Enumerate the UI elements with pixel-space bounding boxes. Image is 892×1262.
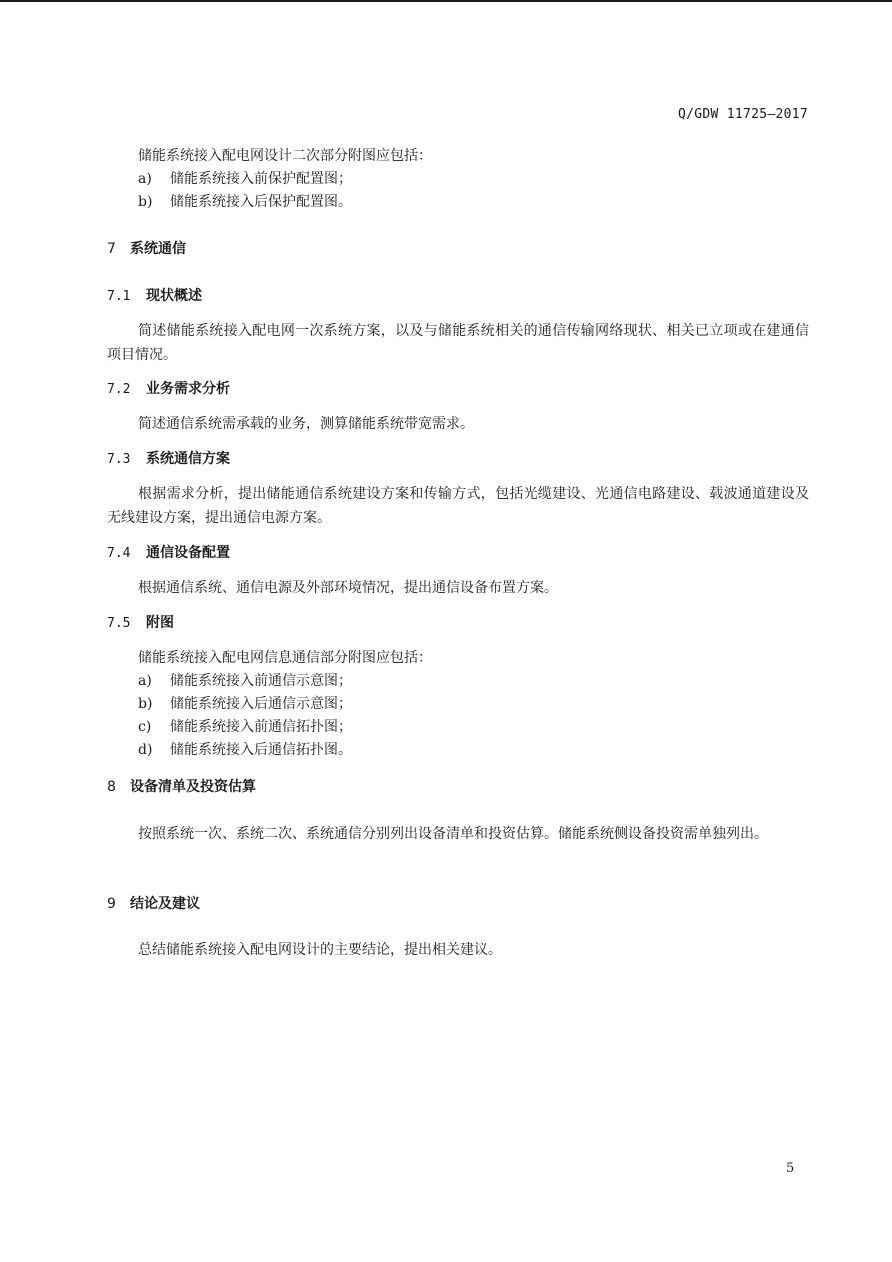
subsection-number: 7.1 [107, 289, 131, 304]
list-item-label: d) [138, 742, 153, 758]
subsection-title: 现状概述 [146, 288, 202, 304]
subsection-number: 7.4 [107, 546, 131, 561]
section-7-heading [107, 239, 186, 259]
standard-code: Q/GDW 11725—2017 [677, 107, 808, 122]
section-number: 8 [107, 779, 116, 795]
subsection-number: 7.3 [107, 452, 131, 467]
section-9-heading [107, 894, 200, 914]
section-title: 设备清单及投资估算 [130, 779, 256, 795]
subsection-title: 系统通信方案 [146, 451, 230, 467]
section-title: 结论及建议 [130, 896, 200, 912]
list-item-label: b) [138, 194, 153, 210]
subsection-number: 7.5 [107, 616, 131, 631]
list-item-text: 储能系统接入前通信示意图； [170, 673, 352, 689]
list-item-text: 储能系统接入前通信拓扑图； [170, 719, 352, 735]
subsection-7-4-paragraph: 根据通信系统、通信电源及外部环境情况，提出通信设备布置方案。 [138, 580, 558, 596]
section-title: 系统通信 [130, 241, 186, 257]
subsection-7-3-paragraph: 根据需求分析，提出储能通信系统建设方案和传输方式，包括光缆建设、光通信电路建设、载波通道建设及无线建设方案，提出通信电源方案。 [107, 486, 809, 526]
section-8-paragraph: 按照系统一次、系统二次、系统通信分别列出设备清单和投资估算。储能系统侧设备投资需单独列出。 [138, 826, 768, 842]
page-number: 5 [786, 1161, 795, 1176]
subsection-7-2-paragraph: 简述通信系统需承载的业务，测算储能系统带宽需求。 [138, 416, 474, 432]
subsection-7-1-paragraph: 简述储能系统接入配电网一次系统方案，以及与储能系统相关的通信传输网络现状、相关已立项或在建通信项目情况。 [107, 323, 809, 363]
list-item-text: 储能系统接入后保护配置图。 [170, 194, 352, 210]
section-number: 7 [107, 241, 116, 257]
section-9-paragraph: 总结储能系统接入配电网设计的主要结论，提出相关建议。 [138, 942, 502, 958]
subsection-title: 业务需求分析 [146, 381, 230, 397]
subsection-7-5-heading [107, 613, 174, 634]
list-item-label: a) [138, 171, 152, 187]
list-item-text: 储能系统接入后通信拓扑图。 [170, 742, 352, 758]
top-border-rule [0, 0, 892, 2]
subsection-7-2-heading [107, 379, 230, 400]
subsection-7-4-heading [107, 543, 230, 564]
subsection-7-5-intro: 储能系统接入配电网信息通信部分附图应包括： [138, 650, 432, 666]
subsection-title: 附图 [146, 615, 174, 631]
list-item-label: a) [138, 673, 152, 689]
list-item-text: 储能系统接入后通信示意图； [170, 696, 352, 712]
subsection-7-3-heading [107, 449, 230, 470]
list-item-text: 储能系统接入前保护配置图； [170, 171, 352, 187]
list-item-label: c) [138, 719, 152, 735]
sec6-attach-intro: 储能系统接入配电网设计二次部分附图应包括： [138, 148, 432, 164]
list-item-label: b) [138, 696, 153, 712]
subsection-number: 7.2 [107, 382, 131, 397]
section-8-heading [107, 777, 256, 797]
section-number: 9 [107, 896, 116, 912]
subsection-7-1-heading [107, 286, 202, 307]
subsection-title: 通信设备配置 [146, 545, 230, 561]
